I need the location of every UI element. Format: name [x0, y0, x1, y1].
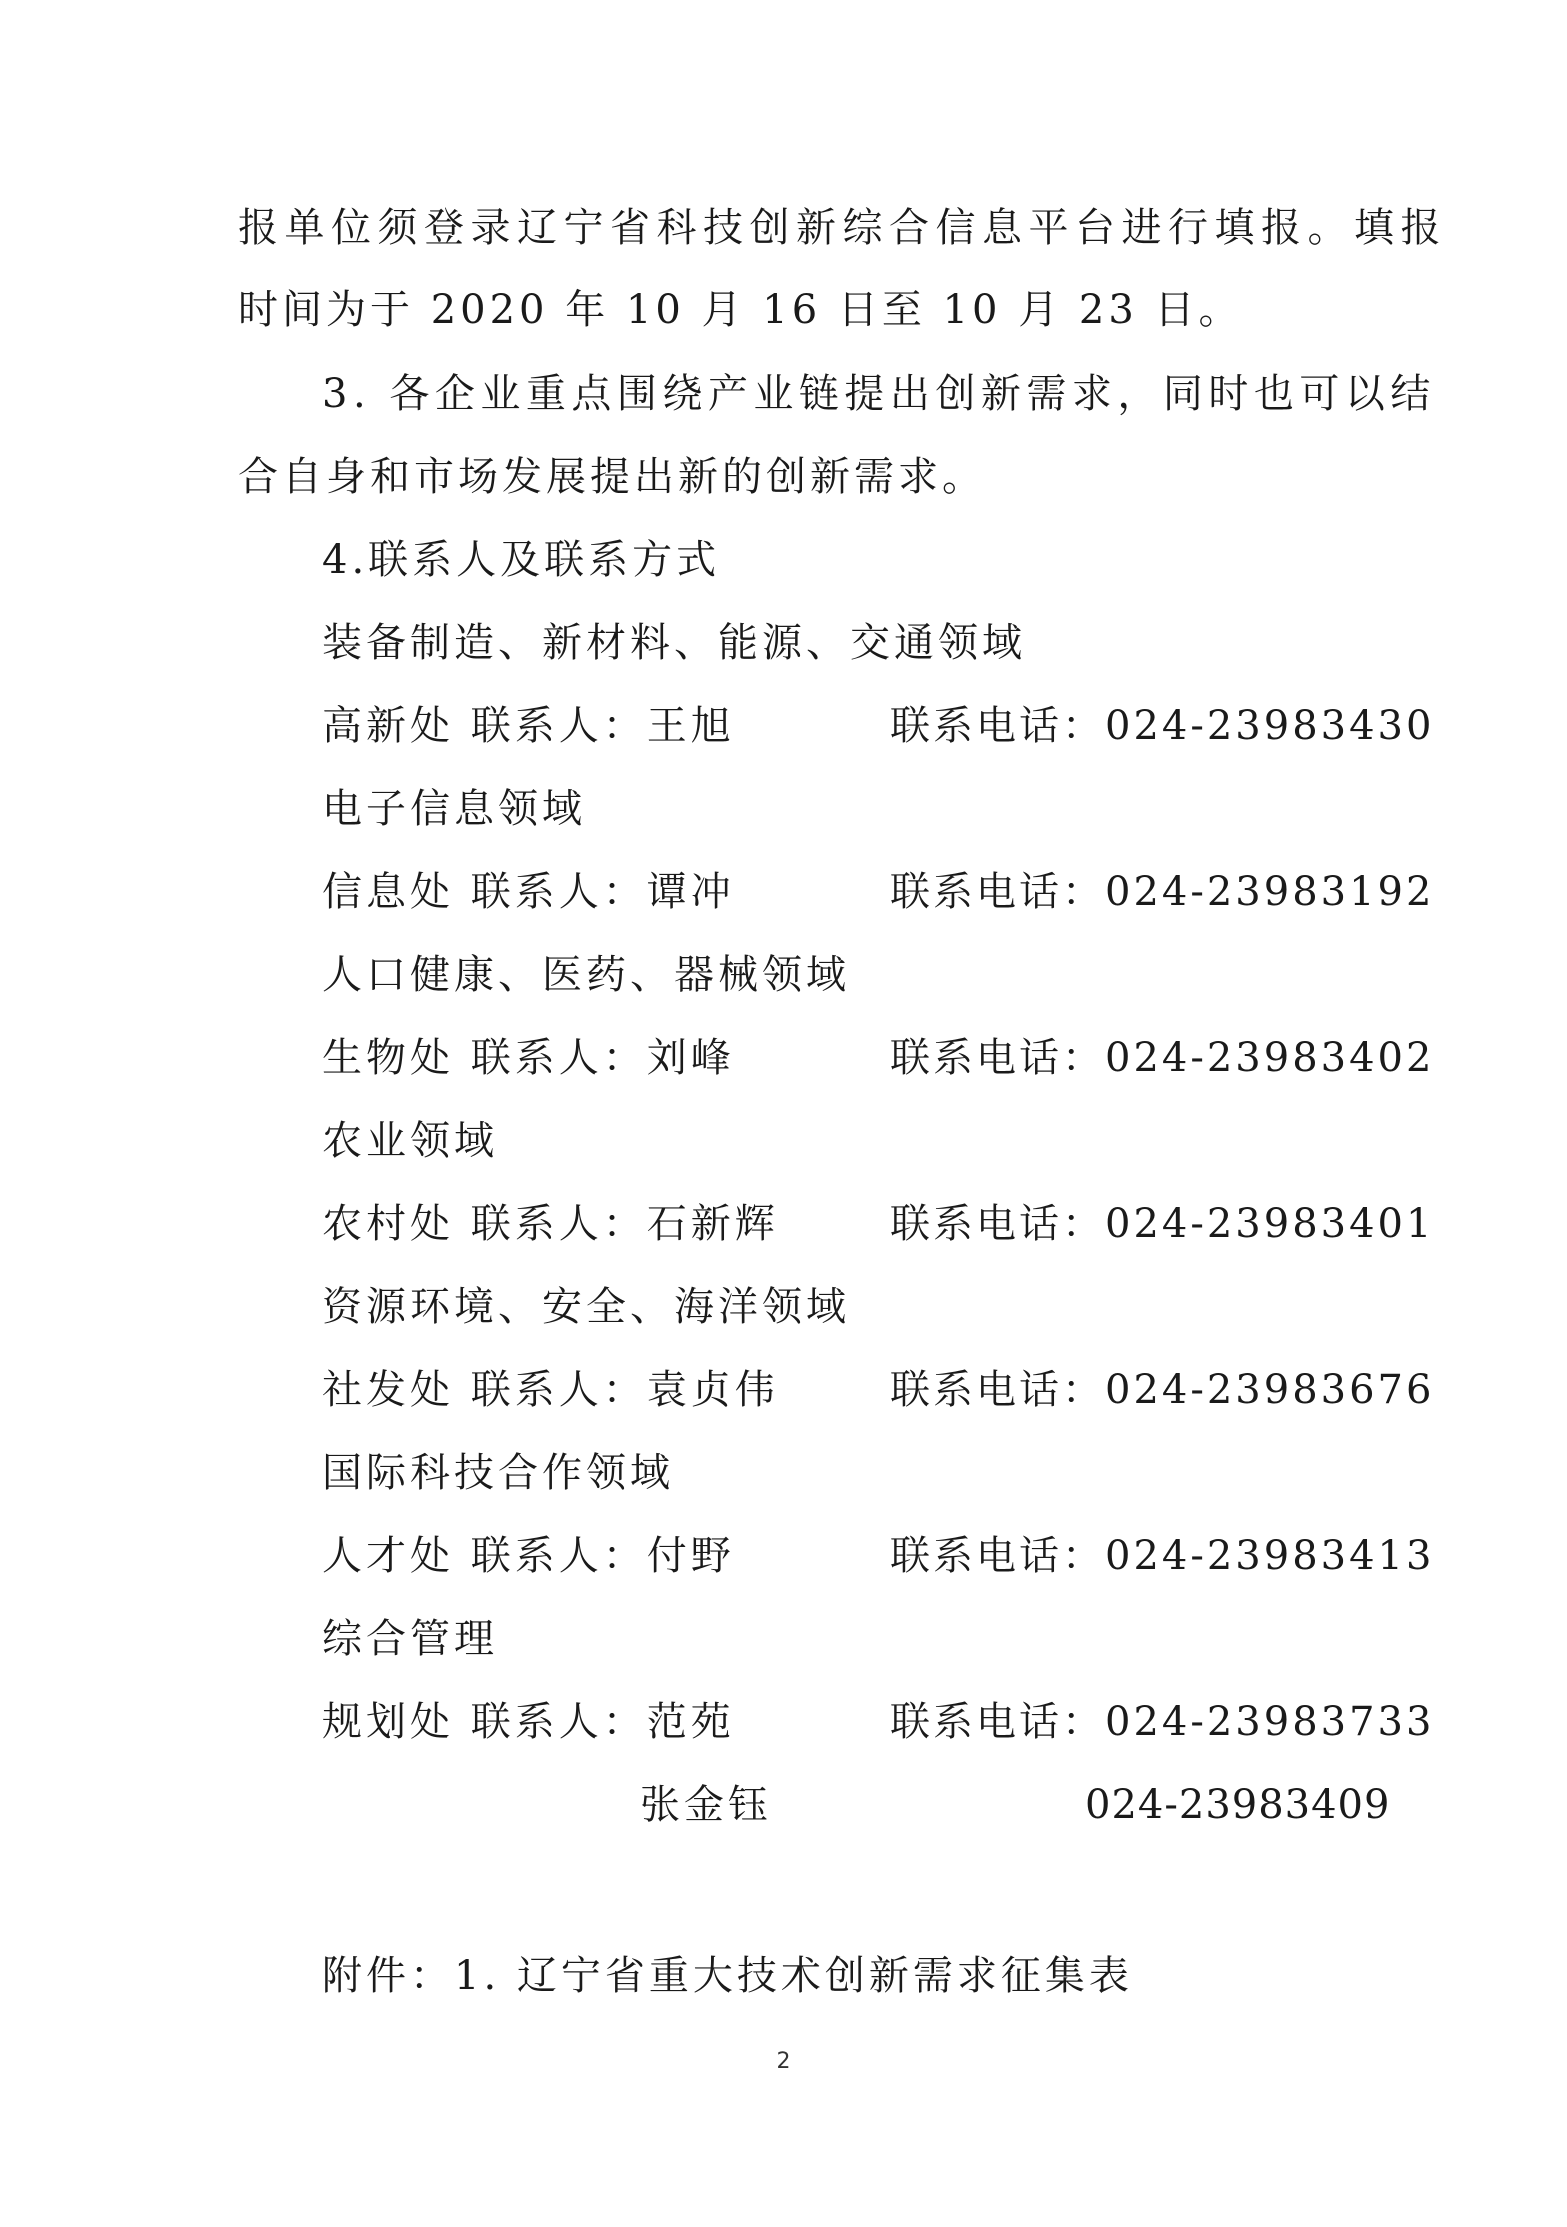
- contact-dept-person: 农村处 联系人：石新辉: [322, 1201, 779, 1247]
- contact-field-heading: 装备制造、新材料、能源、交通领域: [322, 620, 1026, 666]
- contact-dept-person: 人才处 联系人：付野: [322, 1533, 735, 1579]
- extra-contact-phone: 024-23983409: [1085, 1782, 1391, 1828]
- contact-phone: 联系电话：024-23983733: [890, 1699, 1435, 1745]
- contact-field-heading: 国际科技合作领域: [322, 1450, 674, 1496]
- contact-dept-person: 规划处 联系人：范苑: [322, 1699, 735, 1745]
- contact-field-heading: 人口健康、医药、器械领域: [322, 952, 850, 998]
- paragraph-line-3: 3. 各企业重点围绕产业链提出创新需求，同时也可以结: [322, 371, 1436, 417]
- extra-contact-name: 张金钰: [640, 1782, 772, 1828]
- paragraph-line-1: 报单位须登录辽宁省科技创新综合信息平台进行填报。填报: [238, 205, 1447, 251]
- paragraph-line-2: 时间为于 2020 年 10 月 16 日至 10 月 23 日。: [238, 287, 1243, 333]
- contact-section-heading: 4.联系人及联系方式: [322, 537, 721, 583]
- contact-dept-person: 社发处 联系人：袁贞伟: [322, 1367, 779, 1413]
- contact-dept-person: 信息处 联系人：谭冲: [322, 869, 735, 915]
- paragraph-line-4: 合自身和市场发展提出新的创新需求。: [238, 454, 986, 500]
- contact-phone: 联系电话：024-23983676: [890, 1367, 1435, 1413]
- contact-field-heading: 资源环境、安全、海洋领域: [322, 1284, 850, 1330]
- contact-field-heading: 电子信息领域: [322, 786, 586, 832]
- contact-phone: 联系电话：024-23983401: [890, 1201, 1435, 1247]
- page-number: 2: [776, 2049, 791, 2074]
- contact-phone: 联系电话：024-23983413: [890, 1533, 1435, 1579]
- contact-field-heading: 综合管理: [322, 1616, 498, 1662]
- contact-dept-person: 生物处 联系人：刘峰: [322, 1035, 735, 1081]
- contact-phone: 联系电话：024-23983430: [890, 703, 1435, 749]
- attachment-line: 附件：1. 辽宁省重大技术创新需求征集表: [322, 1953, 1133, 1999]
- contact-field-heading: 农业领域: [322, 1118, 498, 1164]
- contact-dept-person: 高新处 联系人：王旭: [322, 703, 735, 749]
- contact-phone: 联系电话：024-23983402: [890, 1035, 1435, 1081]
- contact-phone: 联系电话：024-23983192: [890, 869, 1435, 915]
